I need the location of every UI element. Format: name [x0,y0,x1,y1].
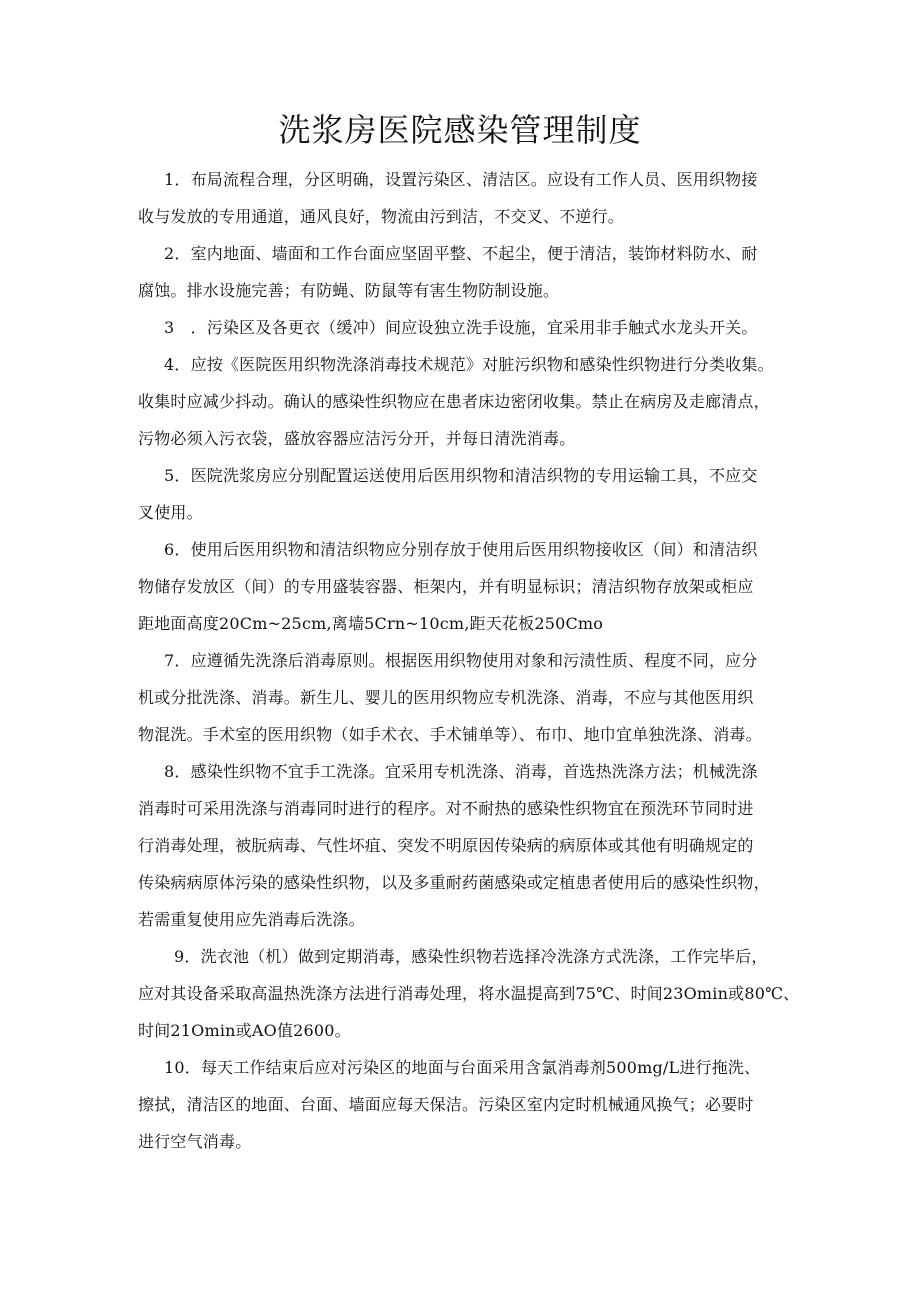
paragraph-line: 10．每天工作结束后应对污染区的地面与台面采用含氯消毒剂500mg/L进行拖洗、 [164,1058,761,1077]
paragraph-line: 8．感染性织物不宜手工洗涤。宜采用专机洗涤、消毒，首选热洗涤方法；机械洗涤 [164,762,758,781]
document-title: 洗浆房医院感染管理制度 [278,111,642,149]
paragraph-line: 物储存发放区（间）的专用盛装容器、柜架内，并有明显标识；清洁织物存放架或柜应 [138,577,754,596]
paragraph-10 [138,1049,786,1160]
paragraph-line: 时间21Omin或AO值2600。 [138,1021,351,1040]
paragraph-line: 收集时应减少抖动。确认的感染性织物应在患者床边密闭收集。禁止在病房及走廊清点， [138,392,770,411]
paragraph-line: 若需重复使用应先消毒后洗涤。 [138,910,365,929]
paragraph-line: 应对其设备采取高温热洗涤方法进行消毒处理，将水温提高到75℃、时间23Omin或80℃、 [138,984,800,1003]
paragraph-line: 6．使用后医用织物和清洁织物应分别存放于使用后医用织物接收区（间）和清洁织 [164,540,758,559]
paragraph-line: 5．医院洗浆房应分别配置运送使用后医用织物和清洁织物的专用运输工具，不应交 [164,466,758,485]
paragraph-line: 叉使用。 [138,503,203,522]
paragraph-line: 消毒时可采用洗涤与消毒同时进行的程序。对不耐热的感染性织物宜在预洗环节同时进 [138,799,754,818]
paragraph-2 [138,235,786,309]
paragraph-line: 1．布局流程合理，分区明确，设置污染区、清洁区。应设有工作人员、医用织物接 [164,170,758,189]
paragraph-5 [138,457,786,531]
paragraph-line: 2．室内地面、墙面和工作台面应坚固平整、不起尘，便于清洁，装饰材料防水、耐 [164,244,758,263]
paragraph-line: 7．应遵循先洗涤后消毒原则。根据医用织物使用对象和污渍性质、程度不同，应分 [164,651,758,670]
paragraph-line: 擦拭，清洁区的地面、台面、墙面应每天保洁。污染区室内定时机械通风换气；必要时 [138,1095,754,1114]
paragraph-line: 腐蚀。排水设施完善；有防蝇、防鼠等有害生物防制设施。 [138,281,560,300]
paragraph-line: 距地面高度20Cm~25cm,离墙5Crn~10cm,距天花板250Cmo [138,614,604,633]
paragraph-line: 9．洗衣池（机）做到定期消毒，感染性织物若选择冷洗涤方式洗涤，工作完毕后， [174,947,768,966]
paragraph-line: 4．应按《医院医用织物洗涤消毒技术规范》对脏污织物和感染性织物进行分类收集。 [164,355,774,374]
paragraph-line: 行消毒处理，被朊病毒、气性坏疽、突发不明原因传染病的病原体或其他有明确规定的 [138,836,754,855]
paragraph-line: 物混洗。手术室的医用织物（如手术衣、手术铺单等）、布巾、地巾宜单独洗涤、消毒。 [138,725,762,744]
paragraph-3 [138,309,786,346]
paragraph-1 [138,161,786,235]
paragraph-7 [138,642,786,753]
document-body [138,161,800,1160]
paragraph-4 [138,346,786,457]
paragraph-8 [138,753,786,938]
paragraph-line: 传染病病原体污染的感染性织物，以及多重耐药菌感染或定植患者使用后的感染性织物， [138,873,770,892]
paragraph-line: 进行空气消毒。 [138,1132,252,1151]
paragraph-line: 3 ．污染区及各更衣（缓冲）间应设独立洗手设施，宜采用非手触式水龙头开关。 [164,318,758,337]
paragraph-line: 机或分批洗涤、消毒。新生儿、婴儿的医用织物应专机洗涤、消毒，不应与其他医用织 [138,688,754,707]
paragraph-line: 收与发放的专用通道，通风良好，物流由污到洁，不交叉、不逆行。 [138,207,625,226]
paragraph-6 [138,531,786,642]
paragraph-line: 污物必须入污衣袋，盛放容器应洁污分开，并每日清洗消毒。 [138,429,576,448]
paragraph-9 [138,938,800,1049]
